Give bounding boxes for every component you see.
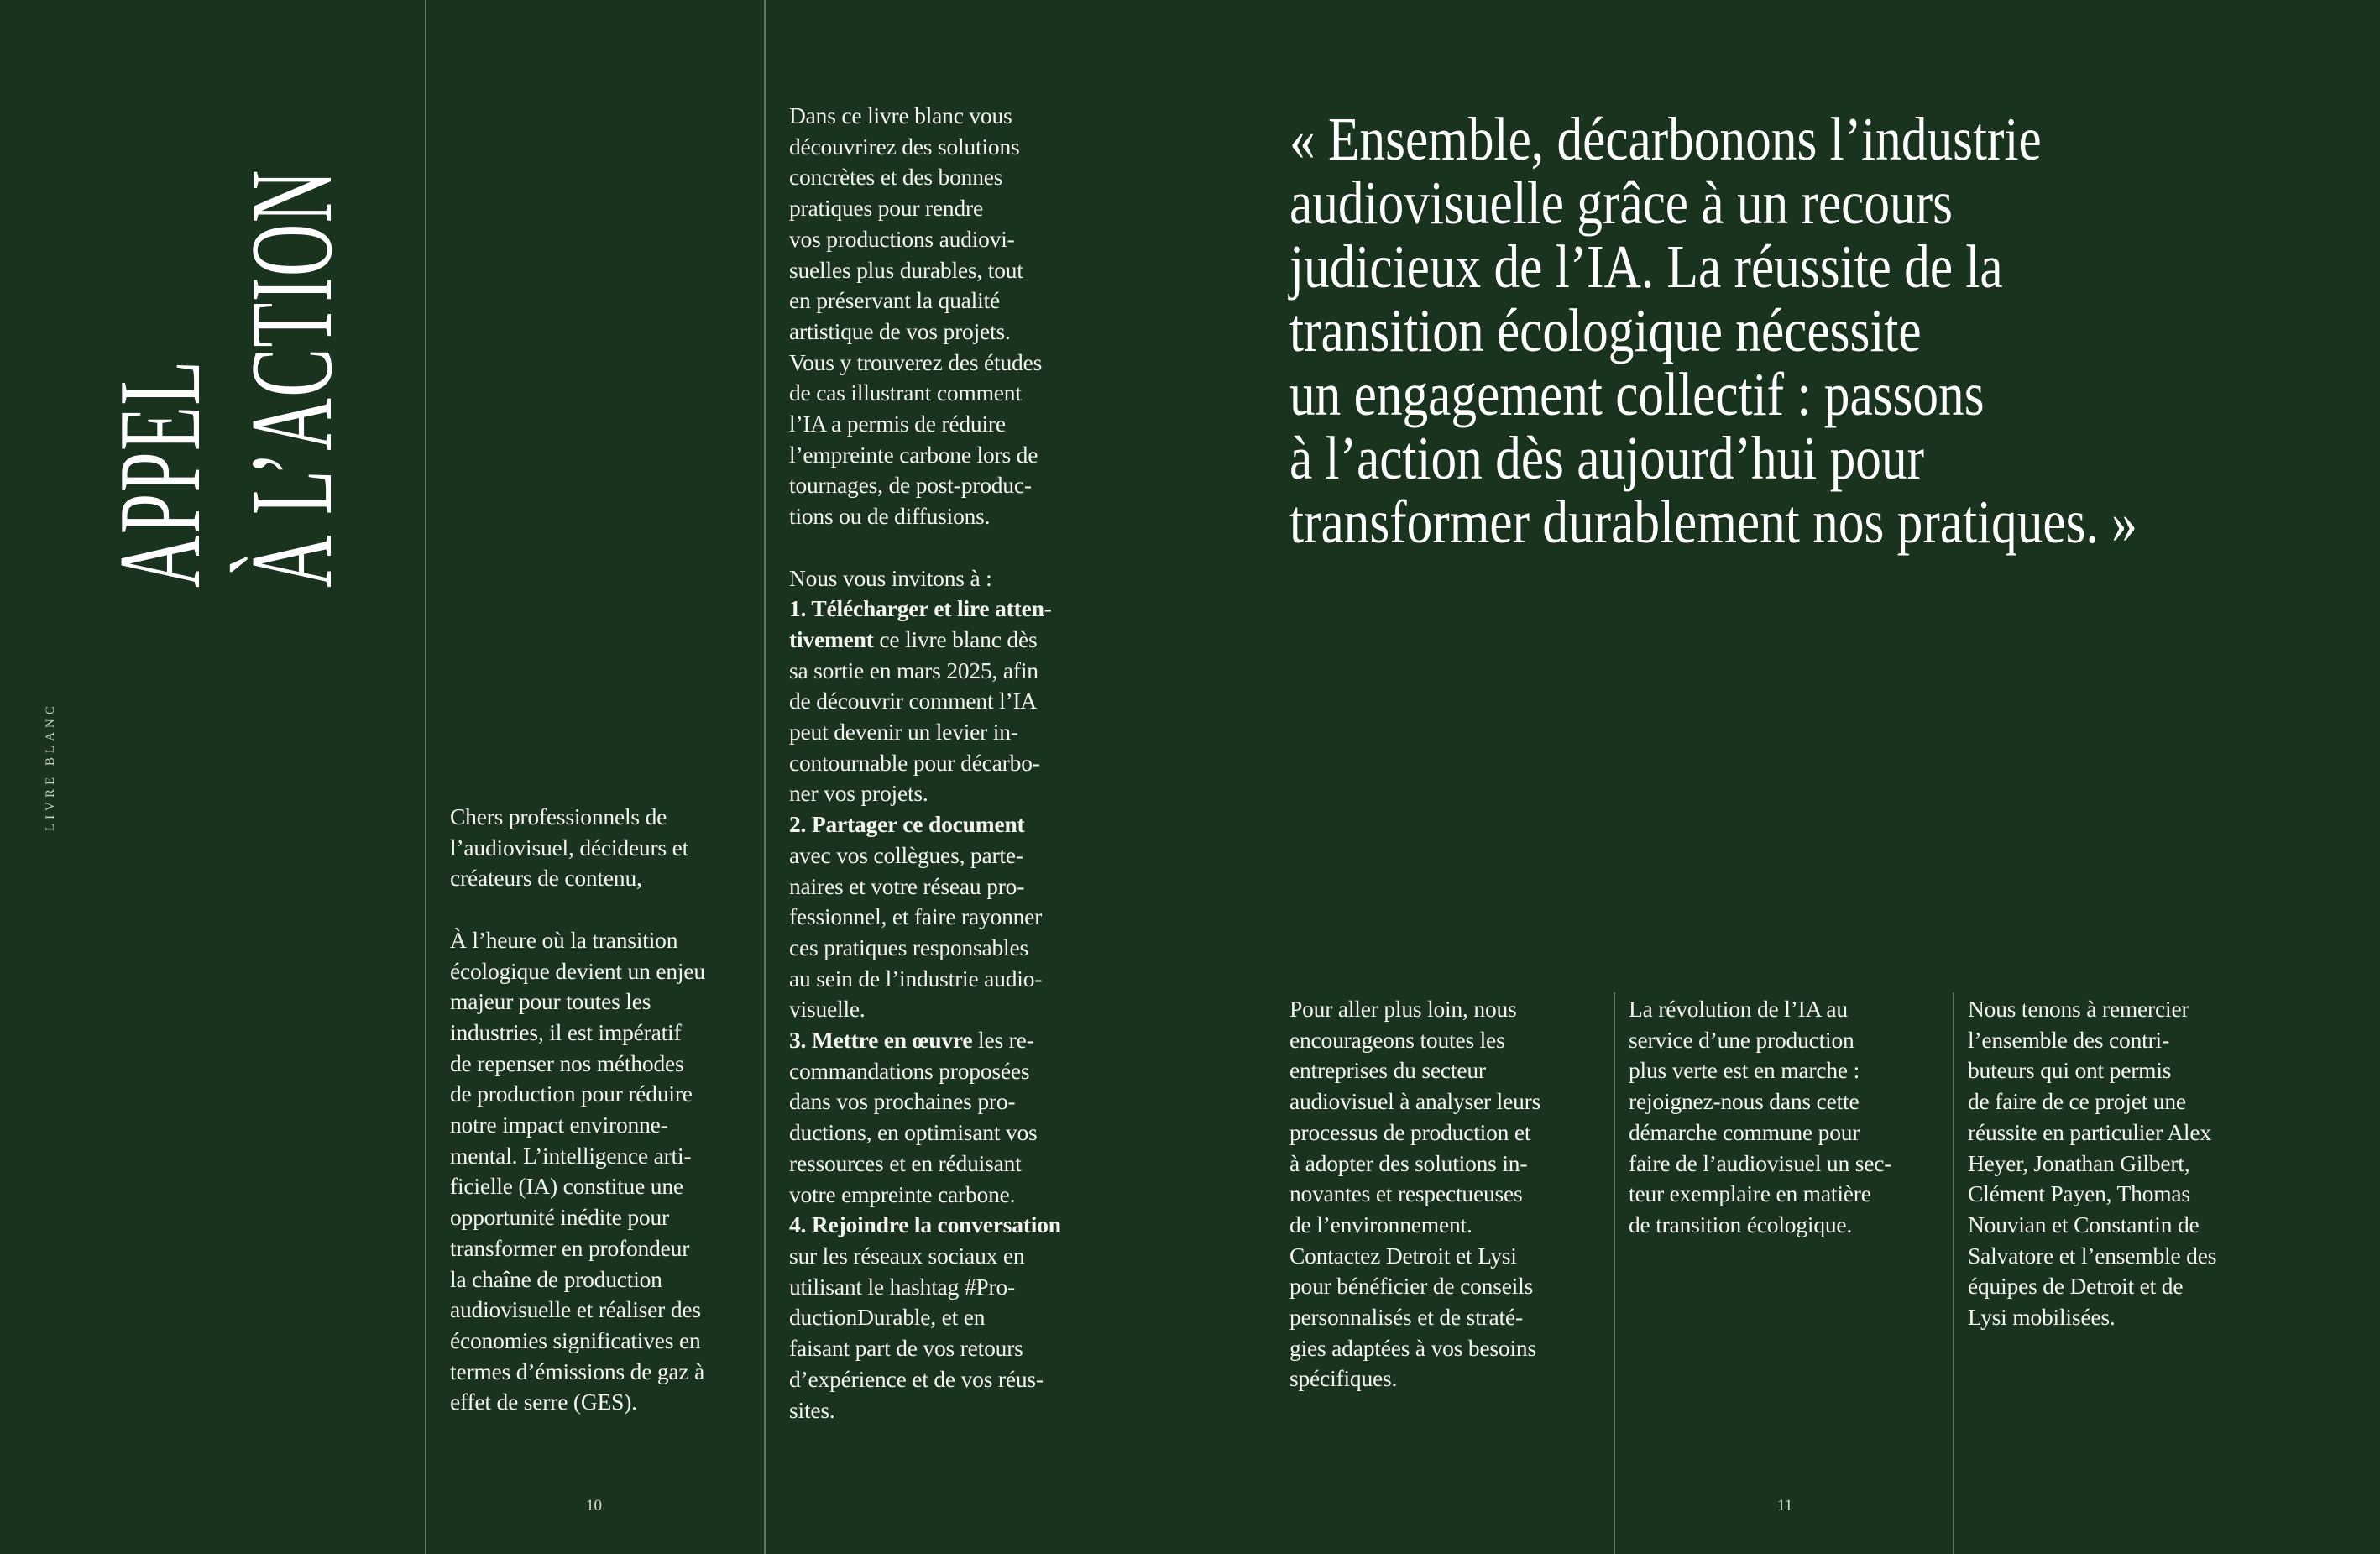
- text-line: majeur pour toutes les: [450, 988, 651, 1015]
- column-divider-1: [425, 0, 426, 1554]
- text-line: au sein de l’industrie audio-: [789, 965, 1043, 992]
- text-line: pratiques pour rendre: [789, 195, 983, 222]
- text-line: ressources et en réduisant: [789, 1149, 1022, 1176]
- greeting: [450, 802, 705, 894]
- step-1-title-cont: tivement: [789, 625, 874, 652]
- text-line: en préservant la qualité: [789, 287, 1000, 314]
- text-line: ces pratiques responsables: [789, 934, 1028, 960]
- closing-column-1: [1289, 994, 1540, 1394]
- text-line: peut devenir un levier in-: [789, 719, 1018, 746]
- text-line: Nous tenons à remercier: [1968, 996, 2189, 1022]
- text-line: opportunité inédite pour: [450, 1204, 669, 1231]
- text-line: faire de l’audiovisuel un sec-: [1629, 1149, 1892, 1176]
- quote-line: « Ensemble, décarbonons l’industrie: [1289, 105, 2042, 173]
- text-line: tions ou de diffusions.: [789, 503, 991, 530]
- text-line: découvrirez des solutions: [789, 133, 1020, 160]
- closing-column-3: [1968, 994, 2216, 1333]
- text-line: mental. L’intelligence arti-: [450, 1142, 692, 1169]
- text-line: écologique devient un enjeu: [450, 957, 705, 984]
- text-line: processus de production et: [1289, 1118, 1531, 1145]
- intro-column: [450, 802, 705, 1418]
- text-line: suelles plus durables, tout: [789, 256, 1023, 283]
- text-line: l’empreinte carbone lors de: [789, 441, 1038, 468]
- text-line: faisant part de vos retours: [789, 1335, 1023, 1362]
- step-3-title: 3. Mettre en œuvre: [789, 1027, 973, 1054]
- step-4-title: 4. Rejoindre la conversation: [789, 1211, 1061, 1238]
- title-line-1: APPEL: [95, 359, 225, 588]
- text-line: service d’une production: [1629, 1026, 1854, 1053]
- text-line: l’IA a permis de réduire: [789, 411, 1006, 437]
- text-line: plus verte est en marche :: [1629, 1057, 1860, 1084]
- text-line: Dans ce livre blanc vous: [789, 102, 1012, 128]
- quote-line: un engagement collectif : passons: [1289, 360, 1985, 428]
- text-line: économies significatives en: [450, 1326, 701, 1353]
- text-line: avec vos collègues, parte-: [789, 841, 1023, 868]
- text-line: Chers professionnels de: [450, 803, 667, 829]
- text-line: vos productions audiovi-: [789, 225, 1015, 252]
- column-divider-4: [1953, 992, 1954, 1554]
- text-line: encourageons toutes les: [1289, 1026, 1505, 1053]
- text-line: de découvrir comment l’IA: [789, 688, 1038, 714]
- text-line: ductions, en optimisant vos: [789, 1119, 1038, 1146]
- text-line: novantes et respectueuses: [1289, 1180, 1523, 1207]
- column-divider-2: [764, 0, 766, 1554]
- text-line: créateurs de contenu,: [450, 865, 642, 892]
- text-line: audiovisuelle et réaliser des: [450, 1296, 701, 1323]
- title-line-2: À L’ACTION: [227, 169, 357, 588]
- page-number-right: 11: [1777, 1497, 1793, 1515]
- text-line: Heyer, Jonathan Gilbert,: [1968, 1149, 2190, 1176]
- text-line: Vous y trouverez des études: [789, 348, 1043, 375]
- text-line: tournages, de post-produc-: [789, 472, 1032, 499]
- text-line: À l’heure où la transition: [450, 926, 678, 953]
- text-line: réussite en particulier Alex: [1968, 1118, 2211, 1145]
- page-number-left: 10: [586, 1497, 602, 1515]
- text-line: de cas illustrant comment: [789, 379, 1022, 406]
- text-line: ner vos projets.: [789, 780, 928, 807]
- text-line: Nouvian et Constantin de: [1968, 1211, 2200, 1237]
- text-line: entreprises du secteur: [1289, 1057, 1486, 1084]
- text-line: Lysi mobilisées.: [1968, 1304, 2116, 1331]
- text-line: de transition écologique.: [1629, 1211, 1853, 1237]
- text-line: à adopter des solutions in-: [1289, 1149, 1528, 1176]
- text-line: teur exemplaire en matière: [1629, 1180, 1871, 1207]
- quote-line: transition écologique nécessite: [1289, 296, 1922, 364]
- text-line: l’audiovisuel, décideurs et: [450, 834, 689, 861]
- text-line: contournable pour décarbo-: [789, 749, 1040, 776]
- text-line: démarche commune pour: [1629, 1118, 1860, 1145]
- text-line: fessionnel, et faire rayonner: [789, 903, 1043, 930]
- text-line: équipes de Detroit et de: [1968, 1273, 2184, 1300]
- text-line: Contactez Detroit et Lysi: [1289, 1242, 1517, 1269]
- closing-column-2: [1629, 994, 1891, 1241]
- text-line: audiovisuel à analyser leurs: [1289, 1088, 1541, 1115]
- page-title: [94, 0, 358, 588]
- text-line: ficielle (IA) constitue une: [450, 1173, 683, 1200]
- text-line: de faire de ce projet une: [1968, 1088, 2186, 1115]
- action-list: [789, 563, 1061, 1426]
- text-line: de repenser nos méthodes: [450, 1049, 684, 1076]
- text-line: industries, il est impératif: [450, 1018, 682, 1045]
- text-line: Salvatore et l’ensemble des: [1968, 1242, 2217, 1269]
- middle-column: [789, 101, 1061, 1426]
- text-line: buteurs qui ont permis: [1968, 1057, 2172, 1084]
- text-line: La révolution de l’IA au: [1629, 996, 1848, 1022]
- quote-line: transformer durablement nos pratiques. »: [1289, 488, 2137, 556]
- livre-blanc-paragraph: [789, 101, 1061, 532]
- text-line: de production pour réduire: [450, 1080, 693, 1107]
- text-line: transformer en profondeur: [450, 1234, 690, 1261]
- text-line: ce livre blanc dès: [873, 625, 1038, 652]
- text-line: la chaîne de production: [450, 1265, 662, 1292]
- text-line: notre impact environne-: [450, 1112, 668, 1138]
- text-line: concrètes et des bonnes: [789, 164, 1003, 191]
- text-line: l’ensemble des contri-: [1968, 1026, 2169, 1053]
- text-line: pour bénéficier de conseils: [1289, 1273, 1534, 1300]
- pull-quote: [1289, 107, 2299, 554]
- text-line: naires et votre réseau pro-: [789, 872, 1025, 899]
- intro-body: [450, 925, 705, 1418]
- text-line: personnalisés et de straté-: [1289, 1304, 1523, 1331]
- text-line: termes d’émissions de gaz à: [450, 1358, 705, 1384]
- column-divider-3: [1614, 992, 1615, 1554]
- quote-line: judicieux de l’IA. La réussite de la: [1289, 233, 2003, 301]
- text-line: effet de serre (GES).: [450, 1389, 637, 1415]
- text-line: utilisant le hashtag #Pro-: [789, 1273, 1015, 1300]
- text-line: d’expérience et de vos réus-: [789, 1365, 1044, 1392]
- text-line: gies adaptées à vos besoins: [1289, 1334, 1536, 1361]
- text-line: commandations proposées: [789, 1057, 1030, 1084]
- side-label: LIVRE BLANC: [44, 702, 57, 831]
- text-line: sa sortie en mars 2025, afin: [789, 657, 1038, 683]
- text-line: les re-: [972, 1027, 1034, 1054]
- text-line: Pour aller plus loin, nous: [1289, 996, 1517, 1022]
- text-line: artistique de vos projets.: [789, 317, 1011, 344]
- quote-line: audiovisuelle grâce à un recours: [1289, 169, 1954, 237]
- quote-line: à l’action dès aujourd’hui pour: [1289, 424, 1925, 492]
- text-line: sites.: [789, 1396, 835, 1423]
- invite-line: Nous vous invitons à :: [789, 564, 992, 591]
- text-line: votre empreinte carbone.: [789, 1180, 1016, 1207]
- step-2-title: 2. Partager ce document: [789, 811, 1025, 838]
- text-line: spécifiques.: [1289, 1365, 1398, 1392]
- text-line: sur les réseaux sociaux en: [789, 1243, 1025, 1269]
- text-line: Clément Payen, Thomas: [1968, 1180, 2190, 1207]
- text-line: ductionDurable, et en: [789, 1304, 986, 1331]
- text-line: visuelle.: [789, 996, 866, 1023]
- step-1-title: 1. Télécharger et lire atten-: [789, 595, 1052, 622]
- text-line: dans vos prochaines pro-: [789, 1088, 1016, 1115]
- text-line: rejoignez-nous dans cette: [1629, 1088, 1860, 1115]
- text-line: de l’environnement.: [1289, 1211, 1472, 1237]
